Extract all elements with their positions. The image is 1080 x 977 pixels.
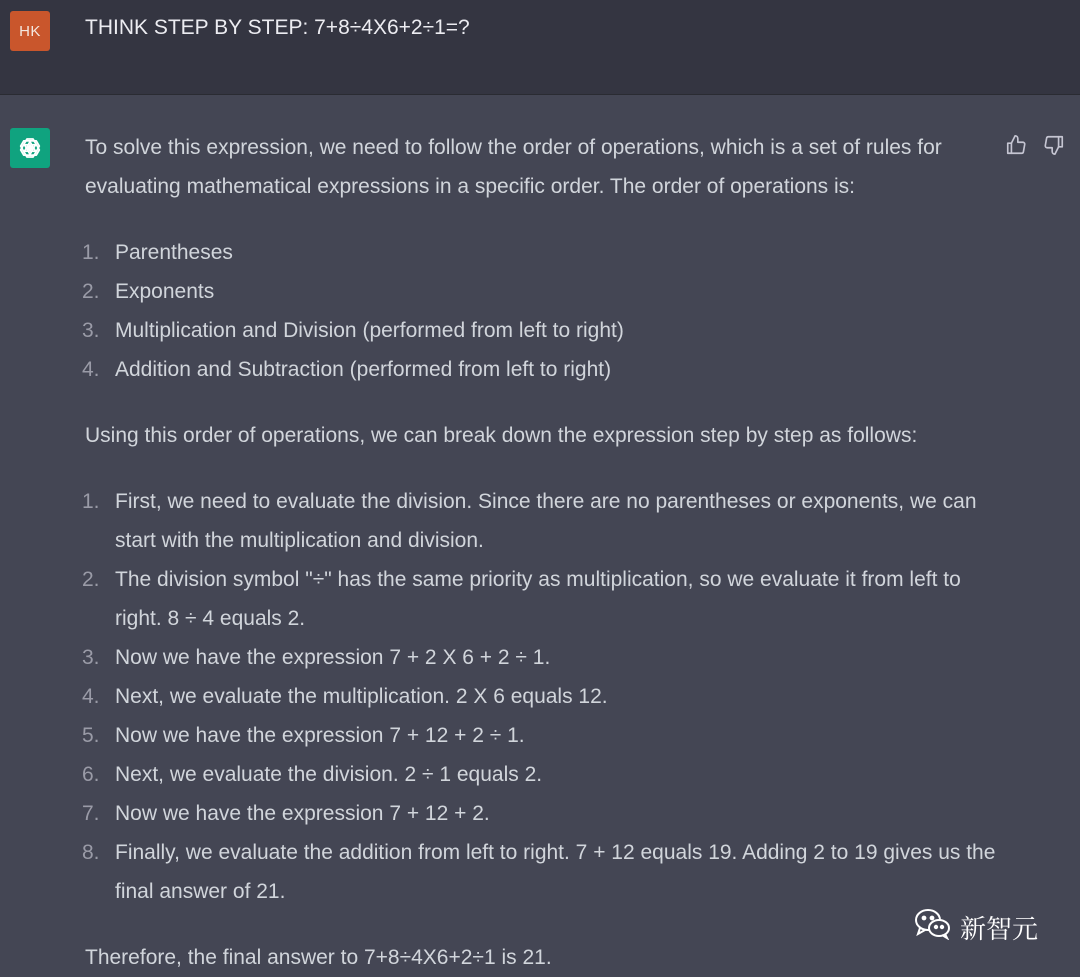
watermark xyxy=(914,908,1038,947)
answer-intro: To solve this expression, we need to follow the order of operations, which is a set of rules for evaluating mathematical expressions in a specific order. The order of operations is: xyxy=(85,136,942,198)
openai-logo-icon xyxy=(10,128,50,168)
list-number: 7. xyxy=(82,802,100,825)
order-list-item xyxy=(82,350,1005,389)
solution-step-item xyxy=(82,755,1005,794)
solution-step-item xyxy=(82,482,1005,560)
list-number: 4. xyxy=(82,358,100,381)
list-item-text: Multiplication and Division (performed from left to right) xyxy=(115,319,624,342)
solution-steps-list xyxy=(82,482,1005,911)
list-number: 5. xyxy=(82,724,100,747)
list-number: 2. xyxy=(82,280,100,303)
thumbs-down-icon[interactable] xyxy=(1042,133,1066,157)
list-item-text: Exponents xyxy=(115,280,215,303)
list-number: 3. xyxy=(82,319,100,342)
solution-step-item xyxy=(82,833,1005,911)
list-number: 2. xyxy=(82,568,100,591)
order-of-operations-list xyxy=(82,233,1005,389)
user-avatar: HK xyxy=(10,11,50,51)
list-item-text: Parentheses xyxy=(115,241,233,264)
order-list-item xyxy=(82,272,1005,311)
solution-step-item xyxy=(82,716,1005,755)
wechat-icon xyxy=(914,908,952,947)
solution-step-item xyxy=(82,794,1005,833)
list-item-text: Now we have the expression 7 + 2 X 6 + 2 ÷ 1. xyxy=(115,646,551,669)
assistant-answer xyxy=(82,128,1005,977)
thumbs-up-icon[interactable] xyxy=(1004,133,1028,157)
list-item-text: Now we have the expression 7 + 12 + 2. xyxy=(115,802,490,825)
list-number: 4. xyxy=(82,685,100,708)
answer-transition: Using this order of operations, we can break down the expression step by step as follows: xyxy=(85,424,918,447)
list-item-text: Addition and Subtraction (performed from left to right) xyxy=(115,358,612,381)
list-item-text: Next, we evaluate the multiplication. 2 X 6 equals 12. xyxy=(115,685,608,708)
watermark-text: 新智元 xyxy=(960,915,1039,945)
solution-step-item xyxy=(82,560,1005,638)
order-list-item xyxy=(82,233,1005,272)
order-list-item xyxy=(82,311,1005,350)
list-item-text: The division symbol "÷" has the same priority as multiplication, so we evaluate it from left to right. 8 ÷ 4 equals 2. xyxy=(115,568,961,630)
list-number: 1. xyxy=(82,490,100,513)
user-message-row xyxy=(0,0,1080,95)
list-item-text: Finally, we evaluate the addition from left to right. 7 + 12 equals 19. Adding 2 to 19 gives us the final answer of 21. xyxy=(115,841,996,903)
answer-conclusion: Therefore, the final answer to 7+8÷4X6+2÷1 is 21. xyxy=(85,946,552,969)
user-prompt-text: THINK STEP BY STEP: 7+8÷4X6+2÷1=? xyxy=(85,16,470,39)
solution-step-item xyxy=(82,638,1005,677)
solution-step-item xyxy=(82,677,1005,716)
list-item-text: Now we have the expression 7 + 12 + 2 ÷ 1. xyxy=(115,724,525,747)
list-number: 8. xyxy=(82,841,100,864)
list-number: 3. xyxy=(82,646,100,669)
list-item-text: First, we need to evaluate the division. Since there are no parentheses or exponents, we can start with the multiplication and division. xyxy=(115,490,977,552)
list-item-text: Next, we evaluate the division. 2 ÷ 1 equals 2. xyxy=(115,763,543,786)
list-number: 6. xyxy=(82,763,100,786)
list-number: 1. xyxy=(82,241,100,264)
